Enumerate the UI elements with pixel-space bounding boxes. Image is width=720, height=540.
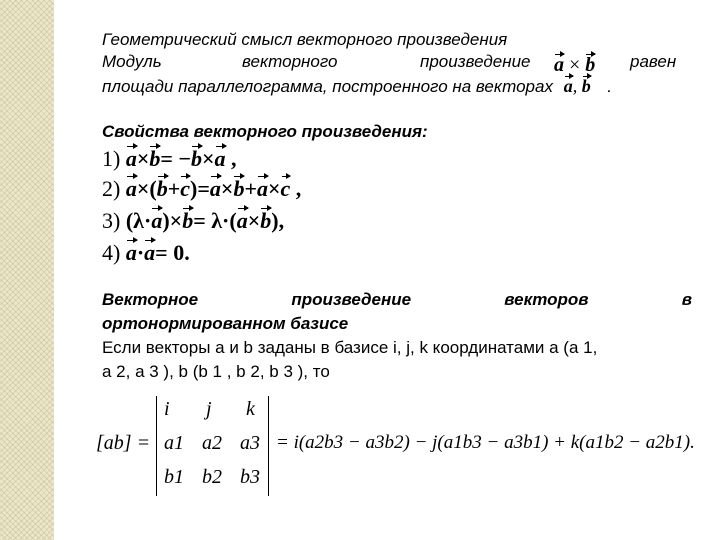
vector-a: a <box>209 176 221 201</box>
vector-a: a <box>125 146 137 171</box>
property-1 <box>102 146 237 172</box>
property-4 <box>102 240 190 266</box>
tail: , <box>225 146 237 171</box>
tail: = 0. <box>155 240 190 265</box>
coordinates-line1: Если векторы a и b заданы в базисе i, j, k координатами a (a 1, <box>102 338 598 357</box>
vector-a: a <box>236 208 248 233</box>
vector-a: a <box>256 176 268 201</box>
vector-b: b <box>149 146 161 171</box>
cross-symbol: × <box>569 54 581 76</box>
op: = λ·( <box>193 208 237 233</box>
parallelogram-line <box>102 76 612 97</box>
cell-j: j <box>206 398 212 420</box>
tail: , <box>290 176 302 201</box>
op: )× <box>162 208 183 233</box>
vector-a: a <box>563 76 573 96</box>
word-v: в <box>681 290 692 309</box>
op: ×( <box>136 176 157 201</box>
determinant-formula <box>94 392 714 502</box>
op: × <box>247 208 261 233</box>
vector-c: c <box>280 176 291 201</box>
property-3 <box>102 208 284 234</box>
op: = − <box>160 146 191 171</box>
vector-a: a <box>125 176 137 201</box>
cell-b3: b3 <box>240 466 260 488</box>
word-vectornogo: векторного <box>242 52 338 71</box>
op: + <box>167 176 181 201</box>
cell-a2: a2 <box>202 432 222 454</box>
op: × <box>136 146 150 171</box>
word-raven: равен <box>630 52 677 71</box>
vector-b: b <box>233 176 245 201</box>
vector-c: c <box>180 176 191 201</box>
word-proizvedenie: произведение <box>420 52 531 71</box>
vector-b: b <box>156 176 168 201</box>
cell-b1: b1 <box>164 466 184 488</box>
properties-heading: Свойства векторного произведения: <box>102 122 428 141</box>
vector-a: a <box>151 208 163 233</box>
decorative-left-strip <box>0 0 54 540</box>
orthonormal-heading-line1 <box>102 290 692 310</box>
tail: ), <box>271 208 285 233</box>
vector-b: b <box>581 76 591 96</box>
comma: , <box>572 76 578 96</box>
word-modul: Модуль <box>102 52 162 71</box>
property-number: 3) <box>102 208 121 233</box>
orthonormal-heading-line2: ортонормированном базисе <box>102 314 349 333</box>
vector-b: b <box>182 208 194 233</box>
cell-i: i <box>164 398 170 420</box>
word-proizvedenie: произведение <box>291 290 412 309</box>
determinant-left-bar <box>156 396 157 496</box>
word-vectornoe: Векторное <box>102 290 199 309</box>
op: (λ· <box>125 208 152 233</box>
vector-a: a <box>214 146 226 171</box>
parallelogram-text: площади параллелограмма, построенного на векторах <box>102 77 553 96</box>
coordinates-line2: a 2, a 3 ), b (b 1 , b 2, b 3 ), то <box>102 362 330 381</box>
vector-a: a <box>125 240 137 265</box>
slide <box>54 0 720 540</box>
determinant-right-bar <box>268 396 269 496</box>
cell-k: k <box>246 398 255 420</box>
property-number: 1) <box>102 146 121 171</box>
cell-a1: a1 <box>164 432 184 454</box>
op: · <box>136 240 145 265</box>
vector-a: a <box>554 54 564 76</box>
vector-b: b <box>260 208 272 233</box>
cell-a3: a3 <box>240 432 260 454</box>
vector-a: a <box>144 240 156 265</box>
cell-b2: b2 <box>202 466 222 488</box>
formula-lhs: [ab] = <box>96 432 151 454</box>
period: . <box>607 77 612 96</box>
vectors-ab <box>564 76 596 96</box>
word-vectorov: векторов <box>504 290 589 309</box>
op: × <box>267 176 281 201</box>
property-2 <box>102 176 301 202</box>
vector-b: b <box>585 54 596 76</box>
op: × <box>220 176 234 201</box>
geometric-meaning-title: Геометрический смысл векторного произведения <box>102 30 508 49</box>
property-number: 2) <box>102 176 121 201</box>
vector-b: b <box>190 146 202 171</box>
op: + <box>244 176 257 201</box>
formula-rhs: = i(a2b3 − a3b2) − j(a1b3 − a3b1) + k(a1b2 − a2b1). <box>276 432 695 453</box>
property-number: 4) <box>102 240 121 265</box>
op: × <box>201 146 215 171</box>
op: )= <box>190 176 210 201</box>
